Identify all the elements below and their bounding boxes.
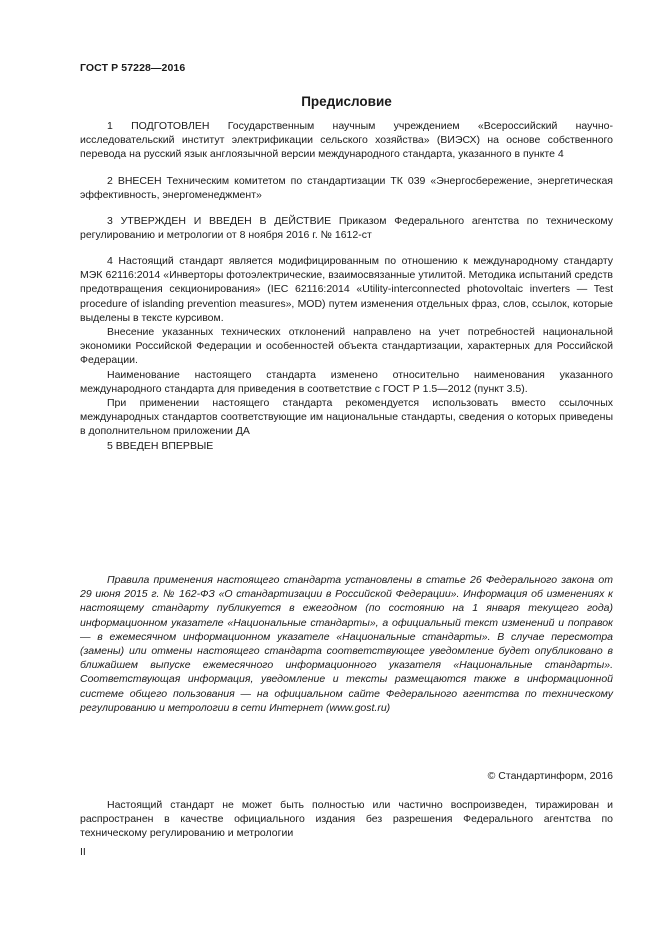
section-2-text: 2 ВНЕСЕН Техническим комитетом по стандартизации ТК 039 «Энергосбережение, энергетическая эффективность, энергоменеджмент» (80, 175, 613, 202)
section-1 (80, 119, 613, 162)
section-5-text: 5 ВВЕДЕН ВПЕРВЫЕ (107, 440, 214, 452)
document-code: ГОСТ Р 57228—2016 (80, 62, 186, 74)
section-2 (80, 174, 613, 202)
section-1-text: 1 ПОДГОТОВЛЕН Государственным научным учреждением «Всероссийский научно-исследовательский институт электрификации сельского хозяйства» (ВИЭСХ) на основе собственного перевода на русский язык англоязычной версии международного стандарта, указанного в пункте 4 (80, 120, 613, 161)
section-4-paragraph-2: Внесение указанных технических отклонений направлено на учет потребностей национальной экономики Российской Федерации и особенностей объекта стандартизации, характерных для Российской Федерации. (80, 326, 613, 367)
rights-text: Настоящий стандарт не может быть полностью или частично воспроизведен, тиражирован и распространен в качестве официального издания без разрешения Федерального агентства по техническому регулированию и метрологии (80, 799, 613, 840)
copyright-line: © Стандартинформ, 2016 (487, 770, 613, 782)
notice-text: Правила применения настоящего стандарта установлены в статье 26 Федерального закона от 29 июня 2015 г. № 162-ФЗ «О стандартизации в Российской Федерации». Информация об изменениях к настоящему стандарту публикуется в ежегодном (по состоянию на 1 января текущего года) информационном указателе «Национальные стандарты», а официальный текст изменений и поправок — в ежемесячном информационном указателе «Национальные стандарты». В случае пересмотра (замены) или отмены настоящего стандарта соответствующее уведомление будет опубликовано в ближайшем выпуске ежемесячного информационного указателя «Национальные стандарты». Соответствующая информация, уведомление и тексты размещаются также в информационной системе общего пользования — на официальном сайте Федерального агентства по техническому регулированию и метрологии в сети Интернет (www.gost.ru) (80, 574, 613, 714)
section-4-paragraph-1: 4 Настоящий стандарт является модифицированным по отношению к международному стандарту МЭК 62116:2014 «Инверторы фотоэлектрические, взаимосвязанные утилитой. Методика испытаний средств предотвращения секционирования» (IEC 62116:2014 «Utility-interconnected photovoltaic inverters — Test procedure of islanding prevention measures», MOD) путем изменения отдельных фраз, слов, ссылок, которые выделены в тексте курсивом. (80, 255, 613, 324)
section-3-text: 3 УТВЕРЖДЕН И ВВЕДЕН В ДЕЙСТВИЕ Приказом Федерального агентства по техническому регулированию и метрологии от 8 ноября 2016 г. № 1612-ст (80, 215, 613, 242)
rights-statement (80, 798, 613, 841)
section-4 (80, 254, 613, 439)
section-3 (80, 214, 613, 242)
page-number: II (80, 846, 86, 858)
application-rules-notice (80, 573, 613, 715)
section-4-paragraph-4: При применении настоящего стандарта рекомендуется использовать вместо ссылочных международных стандартов соответствующие им национальные стандарты, сведения о которых приведены в дополнительном приложении ДА (80, 397, 613, 438)
section-4-paragraph-3: Наименование настоящего стандарта изменено относительно наименования указанного международного стандарта для приведения в соответствие с ГОСТ Р 1.5—2012 (пункт 3.5). (80, 368, 613, 395)
section-5 (80, 439, 613, 453)
page-title: Предисловие (301, 94, 392, 109)
